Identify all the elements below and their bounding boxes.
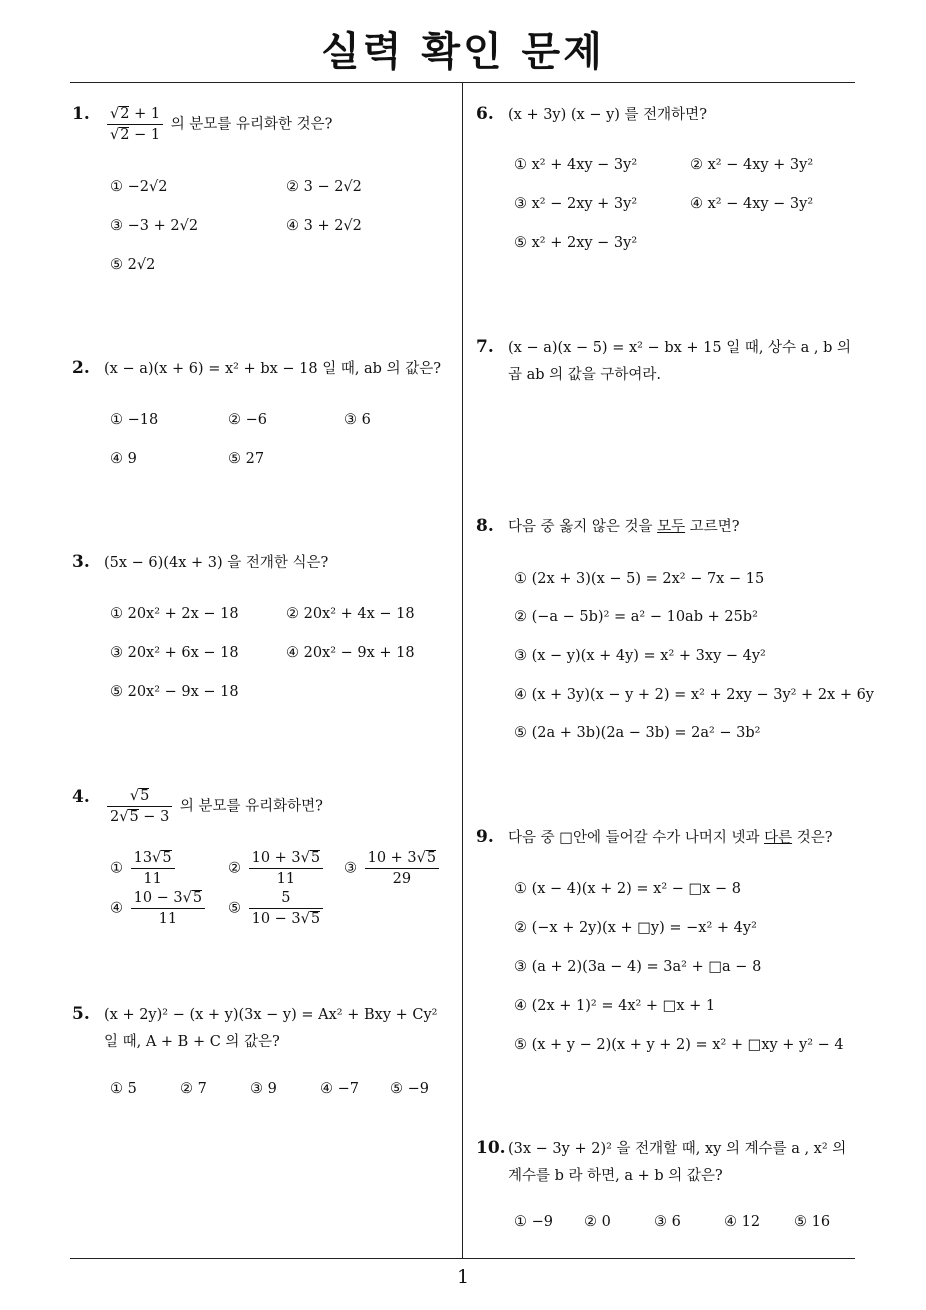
question-2-prompt: (x − a)(x + 6) = x² + bx − 18 일 때, ab 의 값은? [104, 361, 441, 377]
question-6-option-3[interactable]: ③ x² − 2xy + 3y² [514, 196, 638, 212]
question-9-prompt: 다음 중 □안에 들어갈 수가 나머지 넷과 다른 것은? [508, 830, 833, 846]
question-8-option-2[interactable]: ② (−a − 5b)² = a² − 10ab + 25b² [514, 609, 758, 625]
question-2-option-5[interactable]: ⑤ 27 [228, 451, 265, 467]
question-4-option-1[interactable]: ① $\frac{13√5}{11}$ [110, 848, 178, 889]
question-10-option-2[interactable]: ② 0 [584, 1214, 611, 1230]
question-9-option-1[interactable]: ① (x − 4)(x + 2) = x² − □x − 8 [514, 881, 741, 897]
page-title: 실력 확인 문제 [321, 29, 605, 75]
question-10-prompt: (3x − 3y + 2)² 을 전개할 때, xy 의 계수를 a , x² 의 계수를 b 라 하면, a + b 의 값은? [508, 1141, 847, 1184]
question-1-text: 의 분모를 유리화한 것은? [170, 116, 333, 133]
question-4-option-5[interactable]: ⑤ $\frac{5}{10 - 3√5}$ [228, 888, 326, 929]
question-10-number: 10. [476, 1138, 506, 1158]
question-9-option-5[interactable]: ⑤ (x + y − 2)(x + y + 2) = x² + □xy + y² − 4 [514, 1037, 844, 1053]
question-10-option-3[interactable]: ③ 6 [654, 1214, 681, 1230]
question-9-option-2[interactable]: ② (−x + 2y)(x + □y) = −x² + 4y² [514, 920, 757, 936]
question-7-prompt: (x − a)(x − 5) = x² − bx + 15 일 때, 상수 a , b 의 곱 ab 의 값을 구하여라. [508, 340, 852, 383]
question-4-prompt [104, 786, 323, 827]
question-10-option-1[interactable]: ① −9 [514, 1214, 553, 1230]
question-8-number: 8. [476, 516, 494, 536]
page-number: 1 [456, 1266, 470, 1288]
question-1-number: 1. [72, 104, 90, 124]
question-2-option-4[interactable]: ④ 9 [110, 451, 137, 467]
question-6-prompt: (x + 3y) (x − y) 를 전개하면? [508, 107, 707, 123]
question-7-number: 7. [476, 337, 494, 357]
question-4-number: 4. [72, 787, 90, 807]
question-9-number: 9. [476, 827, 494, 847]
question-5-number: 5. [72, 1004, 90, 1024]
question-1-prompt [104, 104, 332, 145]
question-1-option-2[interactable]: ② 3 − 2√2 [286, 179, 362, 195]
question-2-number: 2. [72, 358, 90, 378]
question-4-option-3[interactable]: ③ $\frac{10 + 3√5}{29}$ [344, 848, 442, 889]
question-5-option-5[interactable]: ⑤ −9 [390, 1081, 429, 1097]
question-3-option-3[interactable]: ③ 20x² + 6x − 18 [110, 645, 239, 661]
question-5-option-2[interactable]: ② 7 [180, 1081, 207, 1097]
question-9-option-3[interactable]: ③ (a + 2)(3a − 4) = 3a² + □a − 8 [514, 959, 762, 975]
question-8-option-1[interactable]: ① (2x + 3)(x − 5) = 2x² − 7x − 15 [514, 571, 765, 587]
question-1-fraction: $\frac{√2 + 1}{√2 - 1}$ [107, 104, 163, 145]
question-3-option-4[interactable]: ④ 20x² − 9x + 18 [286, 645, 415, 661]
question-1-option-5[interactable]: ⑤ 2√2 [110, 257, 156, 273]
question-8-option-3[interactable]: ③ (x − y)(x + 4y) = x² + 3xy − 4y² [514, 648, 766, 664]
question-5-prompt: (x + 2y)² − (x + y)(3x − y) = Ax² + Bxy + Cy² 일 때, A + B + C 의 값은? [104, 1007, 438, 1050]
question-4-option-2[interactable]: ② $\frac{10 + 3√5}{11}$ [228, 848, 326, 889]
question-8-option-5[interactable]: ⑤ (2a + 3b)(2a − 3b) = 2a² − 3b² [514, 725, 761, 741]
question-2-option-1[interactable]: ① −18 [110, 412, 159, 428]
question-6-option-2[interactable]: ② x² − 4xy + 3y² [690, 157, 814, 173]
question-8-option-4[interactable]: ④ (x + 3y)(x − y + 2) = x² + 2xy − 3y² + 2x + 6y [514, 687, 875, 703]
question-6-number: 6. [476, 104, 494, 124]
question-6-option-5[interactable]: ⑤ x² + 2xy − 3y² [514, 235, 638, 251]
question-1-option-4[interactable]: ④ 3 + 2√2 [286, 218, 362, 234]
question-2-option-3[interactable]: ③ 6 [344, 412, 371, 428]
question-1-option-1[interactable]: ① −2√2 [110, 179, 168, 195]
question-1-option-3[interactable]: ③ −3 + 2√2 [110, 218, 199, 234]
question-8-prompt: 다음 중 옳지 않은 것을 모두 고르면? [508, 519, 740, 535]
footer-rule [70, 1258, 855, 1259]
question-3-option-1[interactable]: ① 20x² + 2x − 18 [110, 606, 239, 622]
question-3-option-5[interactable]: ⑤ 20x² − 9x − 18 [110, 684, 239, 700]
question-9-emphasis: 다른 [764, 830, 793, 846]
question-10-option-5[interactable]: ⑤ 16 [794, 1214, 831, 1230]
question-3-number: 3. [72, 552, 90, 572]
question-4-text: 의 분모를 유리화하면? [179, 798, 323, 815]
question-6-option-1[interactable]: ① x² + 4xy − 3y² [514, 157, 638, 173]
question-10-option-4[interactable]: ④ 12 [724, 1214, 761, 1230]
question-5-option-3[interactable]: ③ 9 [250, 1081, 277, 1097]
question-4-fraction: $\frac{√5}{2√5 - 3}$ [107, 786, 172, 827]
question-2-option-2[interactable]: ② −6 [228, 412, 267, 428]
question-6-option-4[interactable]: ④ x² − 4xy − 3y² [690, 196, 814, 212]
column-divider [462, 83, 463, 1259]
question-8-emphasis: 모두 [657, 519, 686, 535]
question-3-prompt: (5x − 6)(4x + 3) 을 전개한 식은? [104, 555, 329, 571]
question-3-option-2[interactable]: ② 20x² + 4x − 18 [286, 606, 415, 622]
question-4-option-4[interactable]: ④ $\frac{10 - 3√5}{11}$ [110, 888, 208, 929]
question-5-option-4[interactable]: ④ −7 [320, 1081, 359, 1097]
question-5-option-1[interactable]: ① 5 [110, 1081, 137, 1097]
question-9-option-4[interactable]: ④ (2x + 1)² = 4x² + □x + 1 [514, 998, 716, 1014]
